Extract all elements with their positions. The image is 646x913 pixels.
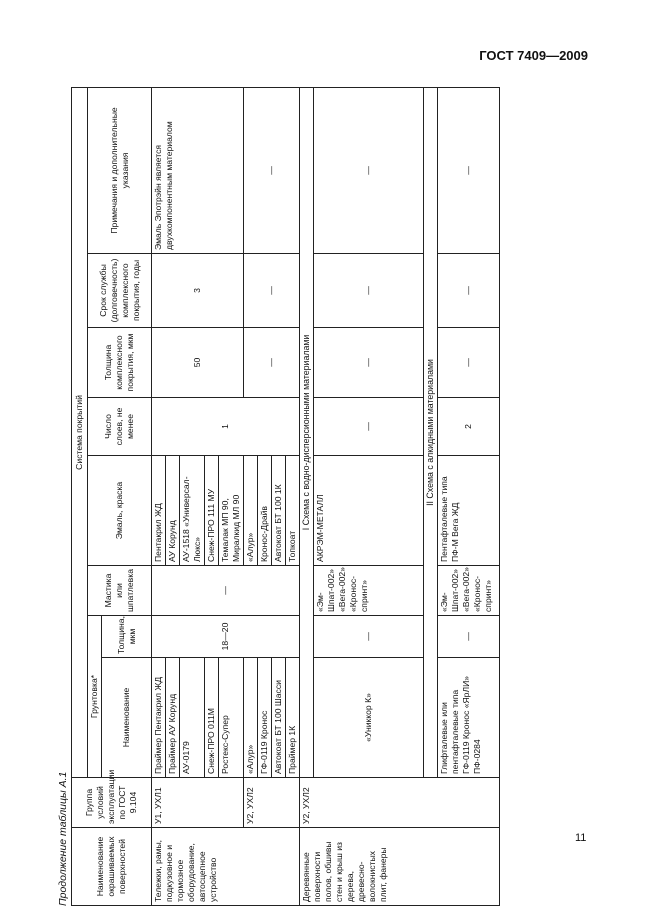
header-service-life: Срок службы (долговечность) комплексного покрытия, годы — [88, 254, 152, 328]
enamel-cell: Пентакрил ЖД — [152, 456, 166, 566]
primer-alkyd: Глифталевые или пентафталевые типа ГФ-0119 Кронос «ЯрЛИ» ПФ-0284 — [438, 658, 500, 778]
enamel-cell: Автокоат БТ 100 1К — [272, 456, 286, 566]
header-enamel: Эмаль, краска — [88, 456, 152, 566]
primer-thickness-dash: — — [314, 616, 424, 658]
primer-cell: АУ-0179 — [180, 658, 205, 778]
group-u2-wood: У2, УХЛ2 — [300, 778, 500, 828]
enamel-cell: Темалак МП 90, Миралкид МЛ 90 — [219, 456, 244, 566]
header-notes: Примечания и дополнительные указания — [88, 87, 152, 253]
header-group: Группа условий эксплуатации по ГОСТ 9.104 — [72, 778, 152, 828]
service-life-dash: — — [438, 254, 500, 328]
primer-cell: Праймер АУ Корунд — [166, 658, 180, 778]
enamel-alkyd: Пентафталевые типа ПФ-М Вега ЖД — [438, 456, 500, 566]
coat-thickness-dash: — — [314, 328, 424, 398]
layers-dash: — — [314, 398, 424, 456]
coat-thickness-dash: — — [244, 328, 300, 398]
primer-unikkor: «Униккор К» — [314, 658, 424, 778]
putty-water: «Эм-Шпат-002» «Вега-002» «Кронос-спринт» — [314, 566, 424, 616]
putty-dash: — — [152, 566, 300, 616]
primer-cell: ГФ-0119 Кронос — [258, 658, 272, 778]
header-primer-name: Наименование — [102, 658, 152, 778]
surface-bogies: Тележки, рамы, подкузовное и тормозное оборудование, автосцепное устройство — [152, 828, 300, 906]
group-u2: У2, УХЛ2 — [244, 778, 300, 828]
header-surface: Наименование окрашиваемых поверхностей — [72, 828, 152, 906]
primer-cell: Праймер 1К — [286, 658, 300, 778]
header-primer: Грунтовка* — [88, 616, 102, 778]
section-water-dispersion: I Схема с водно-дисперсионными материалами — [300, 87, 314, 777]
note-dash: — — [314, 87, 424, 253]
primer-cell: Снеж-ПРО 011М — [205, 658, 219, 778]
header-system: Система покрытий — [72, 87, 88, 777]
primer-cell: Праймер Пентакрил ЖД — [152, 658, 166, 778]
primer-cell: «Алур» — [244, 658, 258, 778]
page-number: 11 — [575, 832, 587, 844]
note-dash: — — [438, 87, 500, 253]
surface-wooden: Деревянные поверхности полов, обшивы стен и крыш из дерева, древесно-волокнистых плит, фанеры — [300, 828, 500, 906]
coat-thickness-dash: — — [438, 328, 500, 398]
layers-cell: 1 — [152, 398, 300, 456]
group-u1: У1, УХЛ1 — [152, 778, 244, 828]
layers-alkyd: 2 — [438, 398, 500, 456]
note-dash: — — [244, 87, 300, 253]
primer-cell: Ростекс-Супер — [219, 658, 244, 778]
header-coat-thickness: Толщина комплексного покрытия, мкм — [88, 328, 152, 398]
coating-systems-table — [71, 87, 500, 906]
service-life-cell: 3 — [152, 254, 244, 328]
service-life-dash: — — [244, 254, 300, 328]
enamel-cell: Кронос-Драйв — [258, 456, 272, 566]
standard-number: ГОСТ 7409—2009 — [479, 48, 588, 63]
header-layers: Число слоев, не менее — [88, 398, 152, 456]
section-alkyd: II Схема с алкидными материалами — [424, 87, 438, 777]
note-cell: Эмаль Эпотрэйн является двухкомпонентным материалом — [152, 87, 244, 253]
enamel-cell: Топкоат — [286, 456, 300, 566]
enamel-cell: АУ-1518 «Универсал-Люкс» — [180, 456, 205, 566]
enamel-cell: Снеж-ПРО 111 МУ — [205, 456, 219, 566]
rotated-table-block — [55, 88, 587, 906]
enamel-cell: «Алур» — [244, 456, 258, 566]
coat-thickness-cell: 50 — [152, 328, 244, 398]
service-life-dash: — — [314, 254, 424, 328]
header-putty: Мастика или шпатлевка — [88, 566, 152, 616]
putty-alkyd: «Эм-Шпат-002» «Вега-002» «Кронос-спринт» — [438, 566, 500, 616]
primer-cell: Автокоат БТ 100 Шасси — [272, 658, 286, 778]
header-primer-thickness: Толщина, мкм — [102, 616, 152, 658]
table-caption: Продолжение таблицы А.1 — [57, 771, 69, 906]
primer-thickness-cell: 18—20 — [152, 616, 300, 658]
enamel-cell: АУ Корунд — [166, 456, 180, 566]
primer-thickness-dash: — — [438, 616, 500, 658]
enamel-akrem: АКРЭМ-МЕТАЛЛ — [314, 456, 424, 566]
